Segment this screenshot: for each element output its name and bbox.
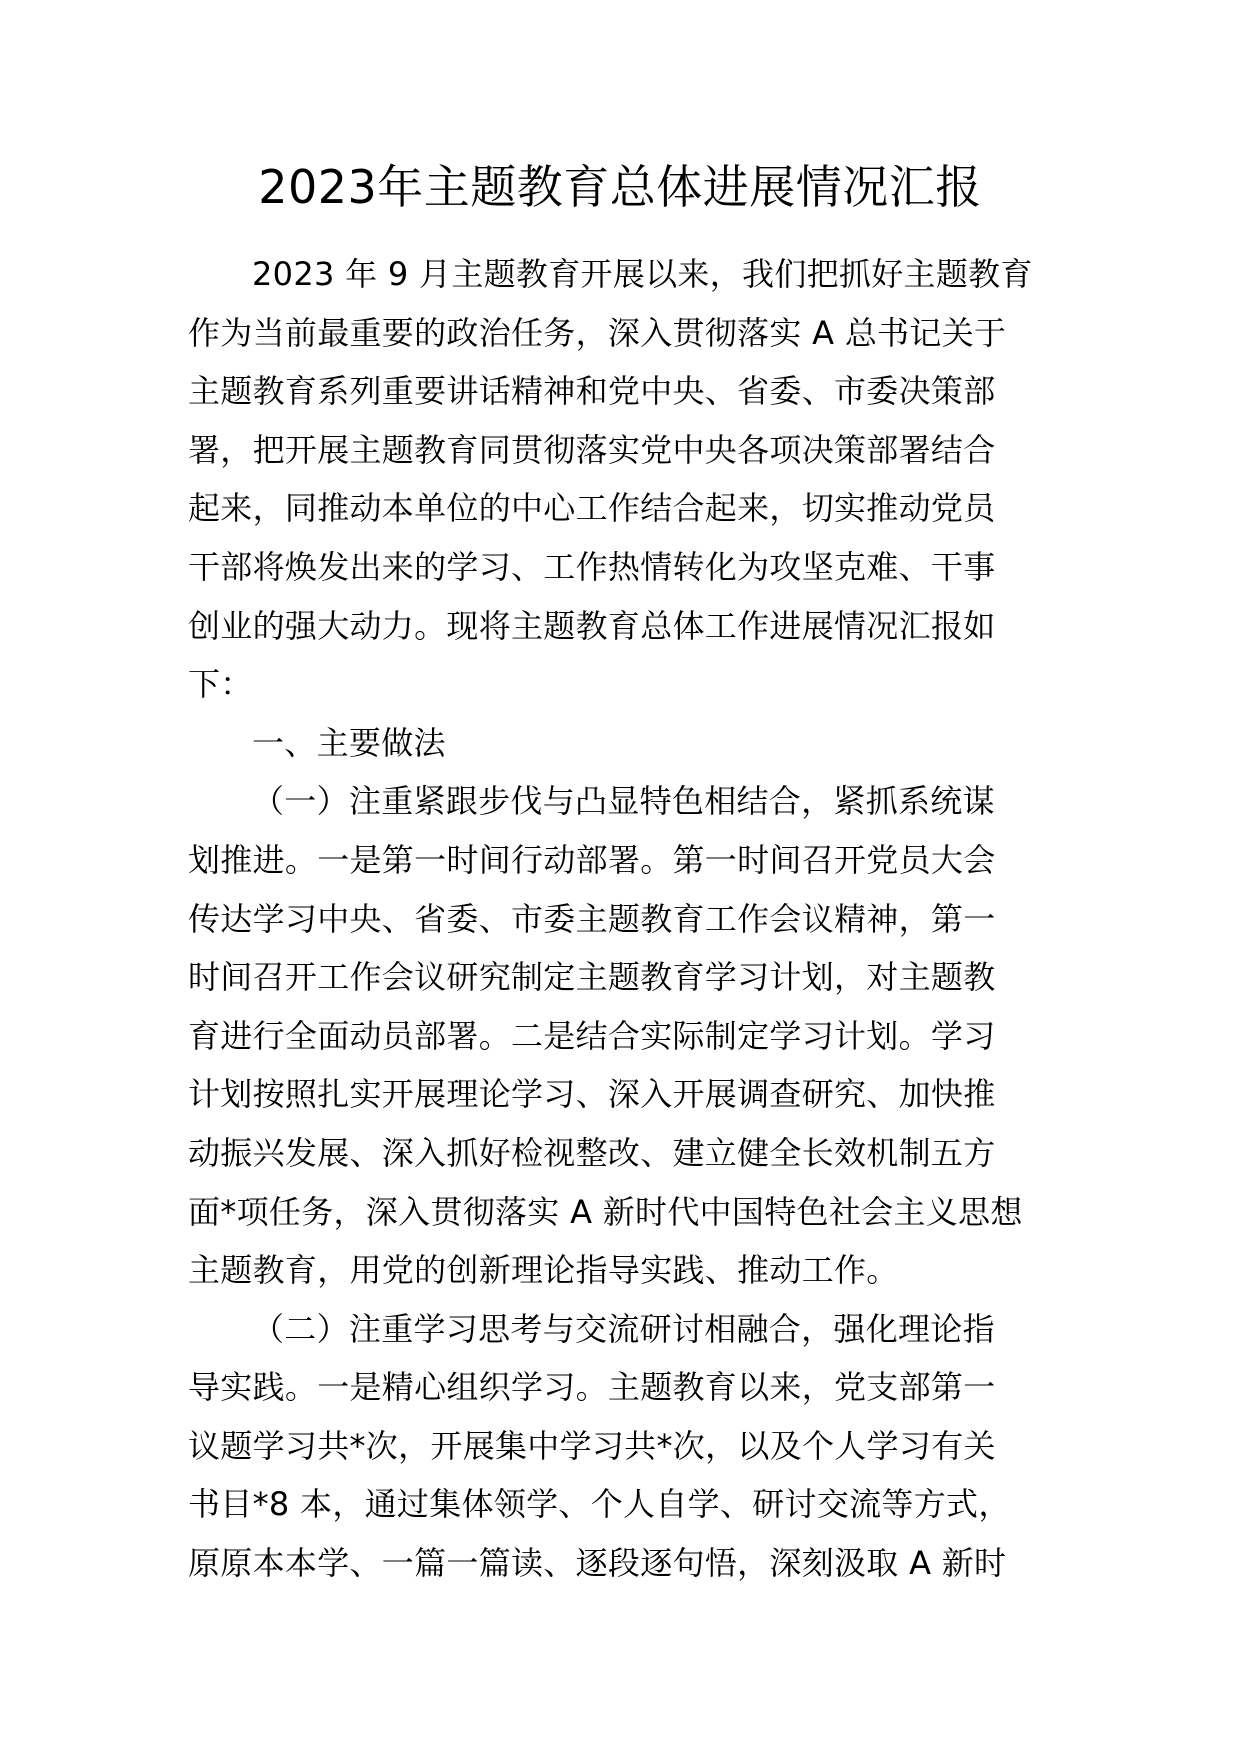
document-title: 2023年主题教育总体进展情况汇报 (258, 160, 982, 214)
document-line: 主题教育系列重要讲话精神和党中央、省委、市委决策部 (188, 372, 996, 411)
document-line: 下： (188, 665, 253, 704)
document-line: 起来，同推动本单位的中心工作结合起来，切实推动党员 (188, 489, 996, 528)
document-line: 划推进。一是第一时间行动部署。第一时间召开党员大会 (188, 840, 996, 879)
document-line: 动振兴发展、深入抓好检视整改、建立健全长效机制五方 (188, 1133, 996, 1172)
document-line: 主题教育，用党的创新理论指导实践、推动工作。 (188, 1251, 899, 1290)
document-line: 干部将焕发出来的学习、工作热情转化为攻坚克难、干事 (188, 547, 996, 586)
document-line: 2023 年 9 月主题教育开展以来，我们把抓好主题教育 (252, 255, 1033, 293)
document-line: 时间召开工作会议研究制定主题教育学习计划，对主题教 (188, 958, 996, 997)
document-line: 面*项任务，深入贯彻落实 A 新时代中国特色社会主义思想 (188, 1192, 1023, 1231)
document-line: 导实践。一是精心组织学习。主题教育以来，党支部第一 (188, 1368, 996, 1407)
document-line: 议题学习共*次，开展集中学习共*次，以及个人学习有关 (188, 1426, 996, 1465)
document-line: 原原本本学、一篇一篇读、逐段逐句悟，深刻汲取 A 新时 (188, 1544, 1007, 1583)
document-line: 传达学习中央、省委、市委主题教育工作会议精神，第一 (188, 899, 996, 938)
document-line: 育进行全面动员部署。二是结合实际制定学习计划。学习 (188, 1016, 996, 1055)
document-line: 署，把开展主题教育同贯彻落实党中央各项决策部署结合 (188, 430, 996, 469)
document-line: （二）注重学习思考与交流研讨相融合，强化理论指 (252, 1309, 995, 1348)
document-line: （一）注重紧跟步伐与凸显特色相结合，紧抓系统谋 (252, 782, 995, 821)
document-line: 一、主要做法 (252, 723, 446, 762)
document-line: 创业的强大动力。现将主题教育总体工作进展情况汇报如 (188, 606, 996, 645)
document-line: 计划按照扎实开展理论学习、深入开展调查研究、加快推 (188, 1075, 996, 1114)
document-line: 书目*8 本，通过集体领学、个人自学、研讨交流等方式， (188, 1485, 1011, 1524)
document-body (188, 245, 1068, 1593)
document-line: 作为当前最重要的政治任务，深入贯彻落实 A 总书记关于 (188, 313, 1007, 352)
